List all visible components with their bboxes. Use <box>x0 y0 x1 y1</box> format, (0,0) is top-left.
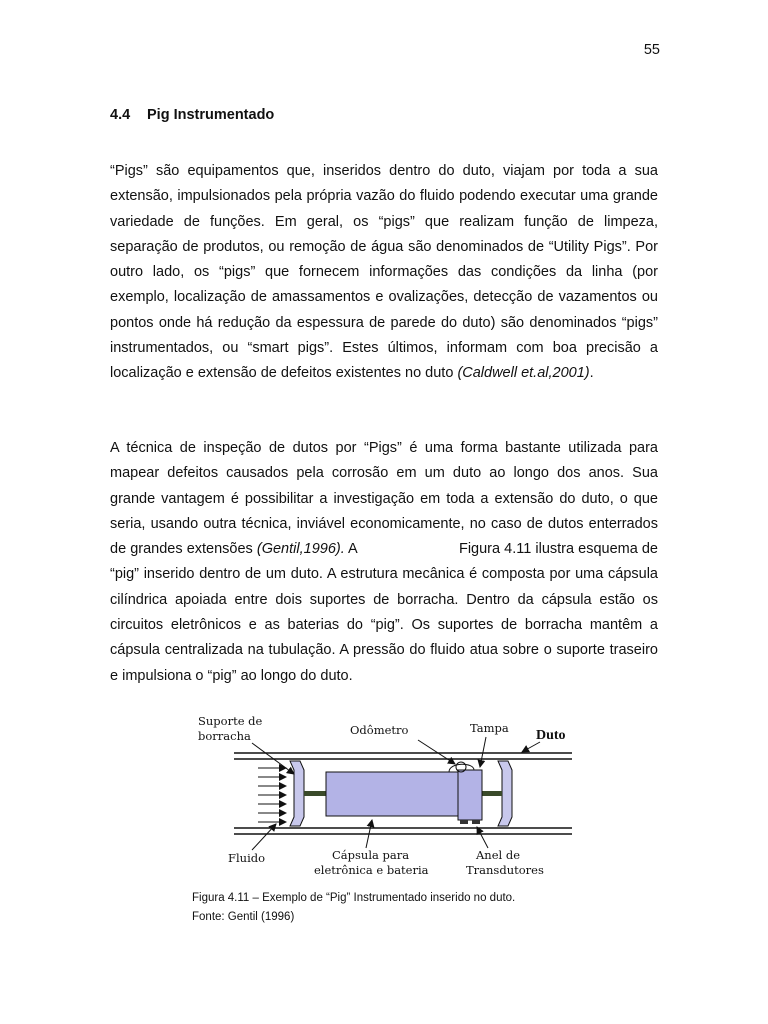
arrow-tampa <box>480 737 486 767</box>
label-duto: Duto <box>536 728 566 743</box>
transducer-ring <box>458 770 482 820</box>
capsule <box>326 772 458 816</box>
rear-rubber-support <box>290 761 304 826</box>
label-suporte-line2: borracha <box>198 729 251 743</box>
label-anel-line1: Anel de <box>476 848 521 862</box>
label-suporte-line1: Suporte de <box>198 714 263 728</box>
paragraph-2 <box>110 436 663 689</box>
label-capsula-line2: eletrônica e bateria <box>314 863 429 877</box>
caption-source: Fonte: Gentil (1996) <box>192 911 295 923</box>
arrow-duto <box>522 742 540 752</box>
pipe-top-wall <box>234 753 572 759</box>
caption-line-1: Figura 4.11 – Exemplo de “Pig” Instrumentado inserido no duto. <box>192 892 516 904</box>
section-title: Pig Instrumentado <box>147 107 275 123</box>
citation-gentil: (Gentil,1996). <box>256 541 345 558</box>
label-odometro: Odômetro <box>350 723 409 737</box>
label-tampa: Tampa <box>470 721 509 735</box>
pipe-bottom-wall <box>234 828 572 834</box>
label-capsula-line1: Cápsula para <box>332 848 410 862</box>
paragraph-2-text-before: A técnica de inspeção de dutos por “Pigs” é uma forma bastante utilizada para mapear defeitos causados pela corrosão em um duto ao longo dos anos. Sua grande vantagem é possibilitar a investigação em toda a extensão do duto, o que seria, usando outra técnica, inviável economicamente, no caso de dutos enterrados de grandes extensões <box>110 440 658 558</box>
arrow-odometro <box>418 740 455 764</box>
paragraph-1-end: . <box>589 365 594 382</box>
page-number: 55 <box>643 42 660 58</box>
section-number: 4.4 <box>110 107 131 123</box>
fluid-flow-arrows <box>258 768 286 822</box>
paragraph-1-text: “Pigs” são equipamentos que, inseridos dentro do duto, viajam por toda a sua extensão, impulsionados pela própria vazão do fluido podendo executar uma grande variedade de funções. Em geral, os “pigs” que realizam função de limpeza, separação de produtos, ou remoção de água são denominados de “Utility Pigs”. Por outro lado, os “pigs” que fornecem informações das condições da linha (por exemplo, localização de amassamentos e ovalizações, detecção de vazamentos ou pontos onde há redução da espessura de parede do duto) são denominados “pigs” instrumentados, ou “smart pigs”. Estes últimos, informam com boa precisão a localização e extensão de defeitos existentes no duto <box>110 163 658 382</box>
pig-diagram-svg <box>190 710 580 890</box>
arrow-anel <box>477 827 488 848</box>
paragraph-2-text-after: A Figura 4.11 ilustra esquema de “pig” inserido dentro de um duto. A estrutura mecânica é composta por uma cápsula cilíndrica apoiada entre dois suportes de borracha. Dentro da cápsula estão os circuitos eletrônicos e as baterias do “pig”. Os suportes de borracha mantêm a cápsula centralizada na tubulação. A pressão do fluido atua sobre o suporte traseiro e impulsiona o “pig” ao longo do duto. <box>110 541 663 684</box>
label-anel-line2: Transdutores <box>466 863 544 877</box>
figure-caption <box>192 889 515 927</box>
pig-diagram <box>190 710 580 890</box>
rear-shaft <box>304 791 326 796</box>
front-shaft <box>482 791 502 796</box>
label-fluido: Fluido <box>228 851 266 865</box>
citation-caldwell: (Caldwell et.al,2001) <box>457 365 590 382</box>
section-heading <box>110 107 274 123</box>
transducer-tab-2 <box>472 820 480 824</box>
paragraph-1 <box>110 159 658 387</box>
transducer-tab-1 <box>460 820 468 824</box>
